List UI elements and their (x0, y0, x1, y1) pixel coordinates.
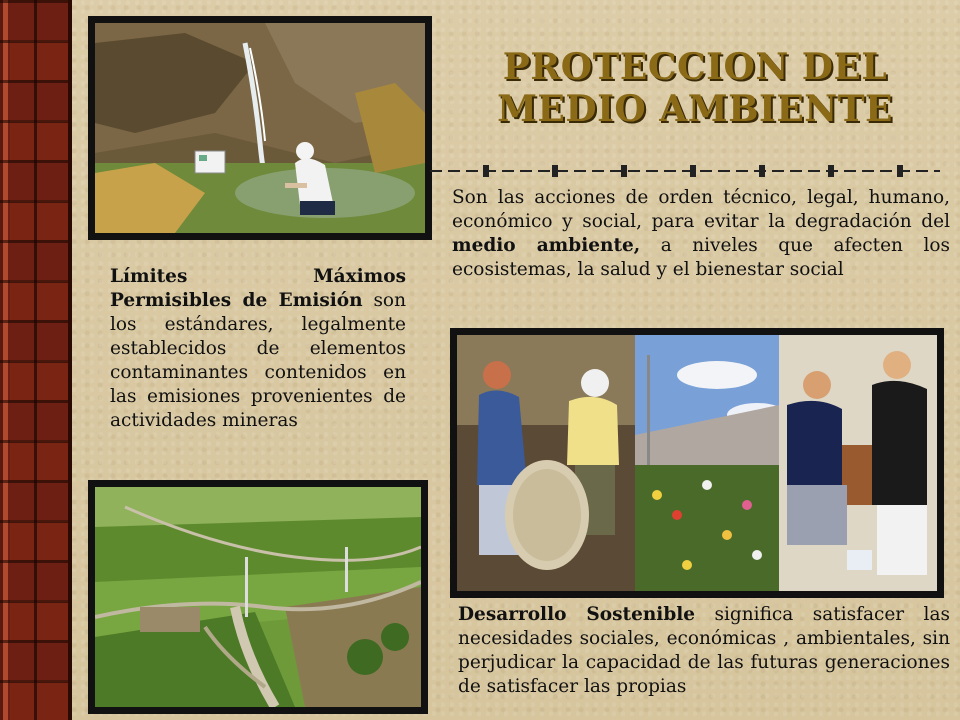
collage-photo (450, 328, 944, 598)
title-line-1: PROTECCION DEL (502, 46, 888, 88)
collage-image (457, 335, 937, 591)
lmp-paragraph (110, 265, 406, 433)
decorative-side-bar (0, 0, 72, 720)
lmp-bold: Límites Máximos Permisibles de Emisión (110, 266, 406, 311)
intro-text-before: Son las acciones de orden técnico, legal, humano, económico y social, para evitar la degradación del (452, 187, 950, 232)
sustainable-text: significa satisfacer las necesidades sociales, económicas , ambientales, sin perjudicar la capacidad de las futuras generaciones de satisfacer las propias (458, 604, 951, 697)
decorative-dashed-line (430, 164, 940, 178)
intro-bold: medio ambiente, (452, 235, 641, 256)
lmp-text: son los estándares, legalmente establecidos de elementos contaminantes contenidos en las emisiones provenientes de actividades mineras (110, 290, 406, 431)
water-sampling-photo (88, 16, 432, 240)
intro-paragraph (452, 186, 950, 282)
page-title (470, 46, 920, 130)
water-sampling-image (95, 23, 425, 233)
landscape-image (95, 487, 421, 707)
sustainable-paragraph (458, 603, 950, 699)
intro-text-after: a niveles que afecten los ecosistemas, la salud y el bienestar social (452, 235, 950, 280)
landscape-photo (88, 480, 428, 714)
side-bar-edge (68, 0, 72, 720)
sustainable-bold: Desarrollo Sostenible (458, 604, 696, 625)
title-line-2: MEDIO AMBIENTE (497, 88, 893, 130)
